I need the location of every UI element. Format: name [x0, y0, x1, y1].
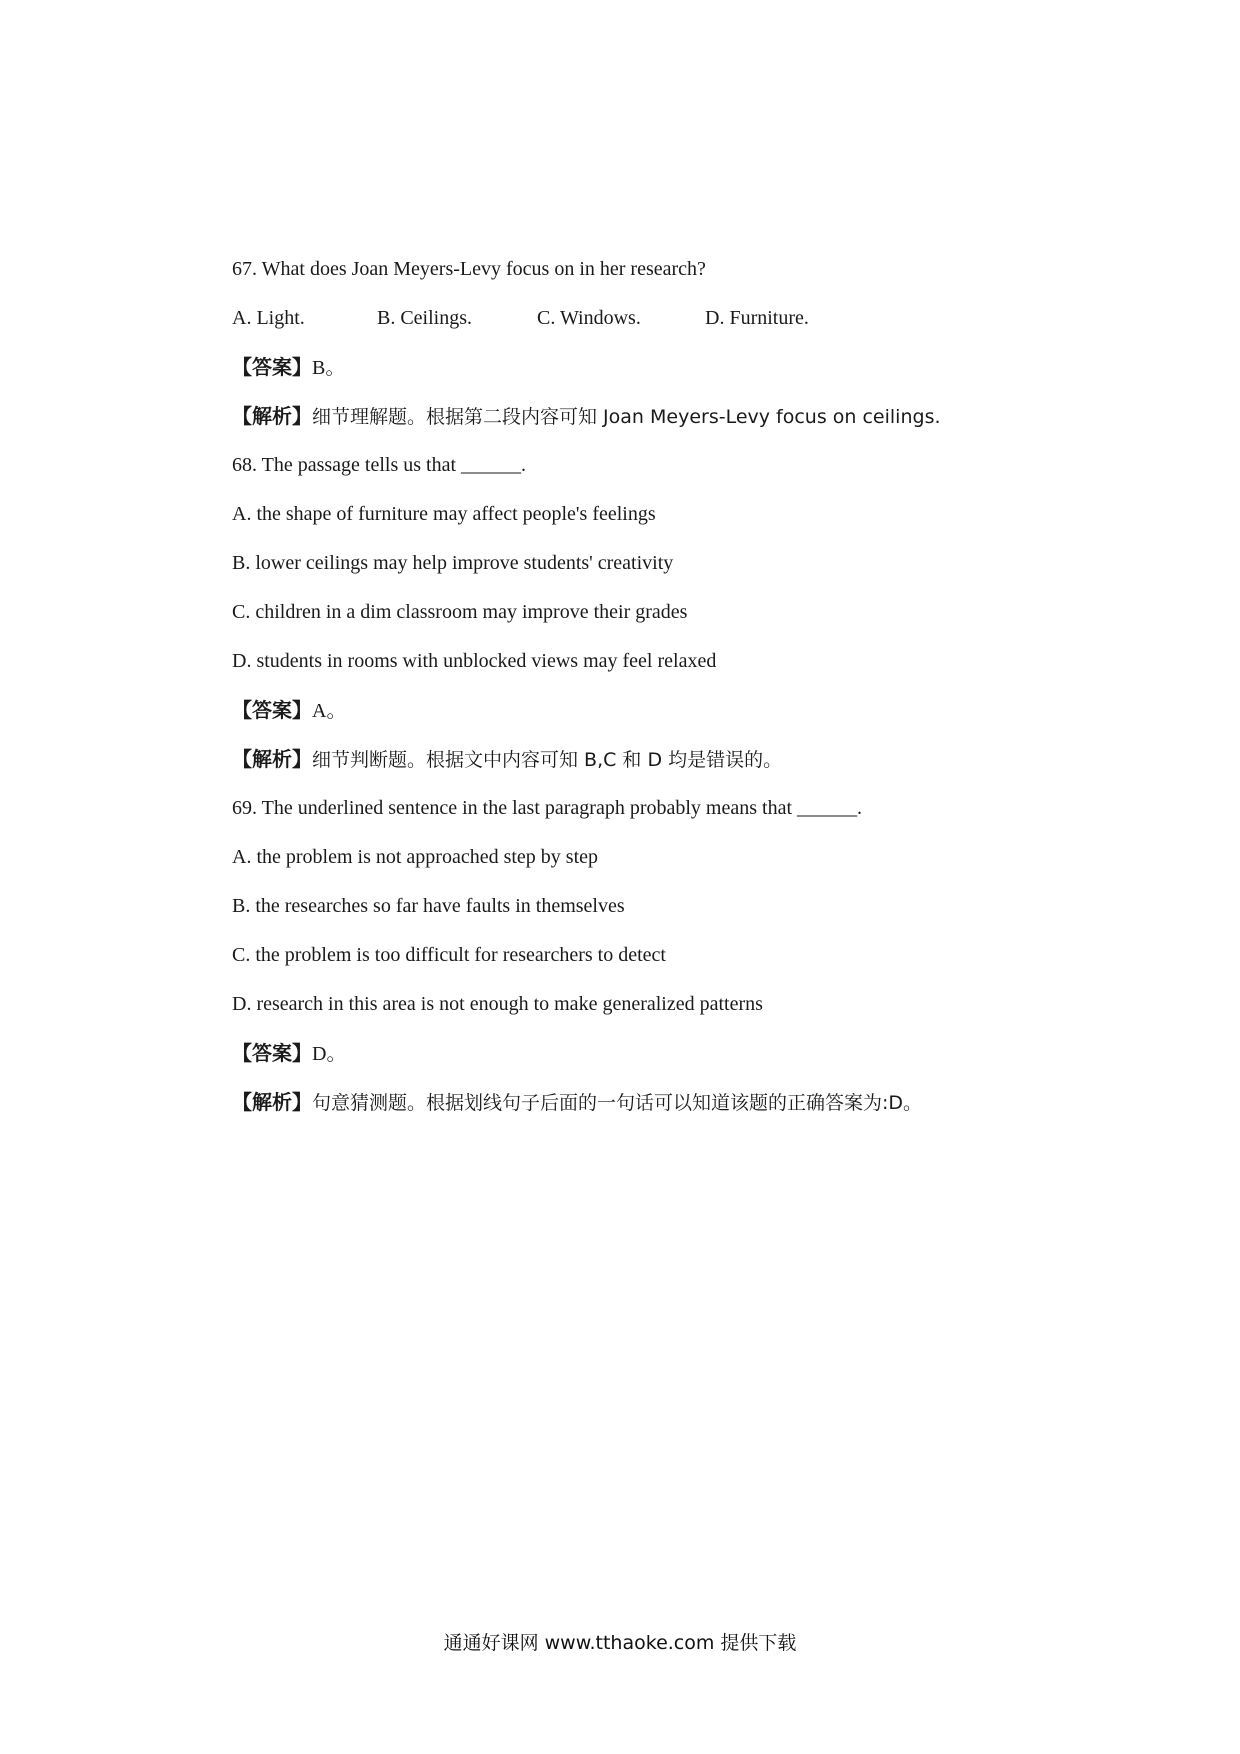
question-67-options — [232, 306, 1052, 331]
page-footer: 通通好课网 www.tthaoke.com 提供下载 — [443, 1632, 797, 1654]
question-68-stem: 68. The passage tells us that ______. — [232, 454, 527, 476]
question-68-option-c: C. children in a dim classroom may improve their grades — [232, 601, 688, 623]
analysis-text: 细节判断题。根据文中内容可知 B,C 和 D 均是错误的。 — [312, 749, 783, 771]
answer-tag: 【答案】 — [232, 698, 312, 722]
answer-value: D。 — [312, 1043, 347, 1065]
analysis-tag: 【解析】 — [232, 404, 312, 428]
question-67-option-d: D. Furniture. — [705, 307, 809, 329]
question-69-analysis — [232, 1090, 1052, 1115]
question-67-option-b: B. Ceilings. — [377, 307, 473, 329]
question-67-stem: 67. What does Joan Meyers-Levy focus on in her research? — [232, 258, 706, 280]
question-68-analysis — [232, 747, 1052, 772]
question-68-option-d: D. students in rooms with unblocked views may feel relaxed — [232, 650, 717, 672]
question-69-option-b: B. the researches so far have faults in themselves — [232, 895, 625, 917]
question-67-analysis — [232, 404, 1052, 429]
answer-tag: 【答案】 — [232, 1041, 312, 1065]
analysis-text: 句意猜测题。根据划线句子后面的一句话可以知道该题的正确答案为:D。 — [312, 1092, 923, 1114]
question-list — [232, 257, 1052, 1139]
analysis-tag: 【解析】 — [232, 747, 312, 771]
question-67-answer — [232, 355, 1052, 380]
question-67-option-a: A. Light. — [232, 307, 305, 329]
answer-value: B。 — [312, 357, 346, 379]
question-69-option-a: A. the problem is not approached step by step — [232, 846, 599, 868]
question-69-answer — [232, 1041, 1052, 1066]
question-68-option-a: A. the shape of furniture may affect people's feelings — [232, 503, 656, 525]
question-68-answer — [232, 698, 1052, 723]
analysis-text: 细节理解题。根据第二段内容可知 Joan Meyers-Levy focus on ceilings. — [312, 406, 941, 428]
answer-tag: 【答案】 — [232, 355, 312, 379]
answer-value: A。 — [312, 700, 347, 722]
question-67-option-c: C. Windows. — [537, 307, 641, 329]
question-68-option-b: B. lower ceilings may help improve students' creativity — [232, 552, 674, 574]
question-69-option-c: C. the problem is too difficult for researchers to detect — [232, 944, 666, 966]
analysis-tag: 【解析】 — [232, 1090, 312, 1114]
question-69-option-d: D. research in this area is not enough to make generalized patterns — [232, 993, 763, 1015]
question-69-stem: 69. The underlined sentence in the last paragraph probably means that ______. — [232, 797, 862, 819]
